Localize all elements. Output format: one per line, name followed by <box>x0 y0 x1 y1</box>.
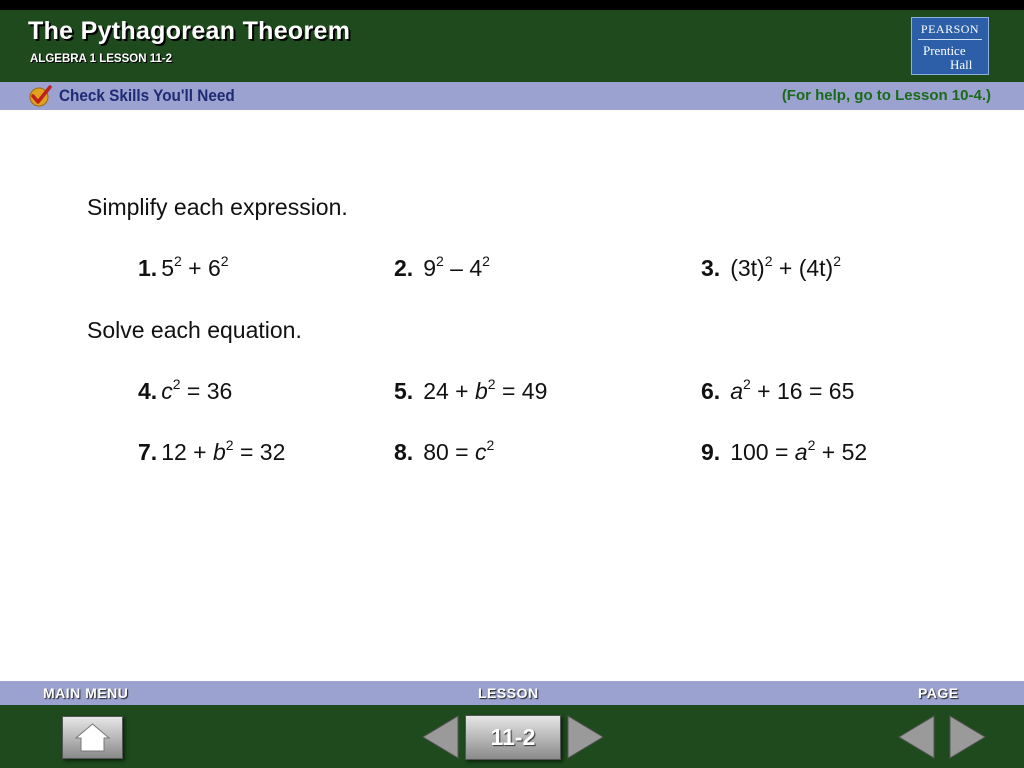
problem-number: 5. <box>394 378 414 404</box>
problem-expression: $9^2 - 4^2$ <box>423 253 490 281</box>
problem-item <box>138 439 285 466</box>
problem-number: 7. <box>138 439 158 465</box>
problem-expression: $80 = c^2$ <box>423 437 495 465</box>
problem-expression: $(3t)^2 + (4t)^2$ <box>730 253 841 281</box>
nav-bar <box>0 705 1024 768</box>
problem-expression: $12 + b^2 = 32$ <box>161 437 286 465</box>
problem-number: 2. <box>394 255 414 281</box>
page-next-button[interactable] <box>948 713 988 761</box>
main-menu-label: MAIN MENU <box>43 685 129 701</box>
page-label: PAGE <box>918 685 959 701</box>
problem-number: 3. <box>701 255 721 281</box>
problem-number: 6. <box>701 378 721 404</box>
check-skills-bar <box>0 82 1024 110</box>
lesson-number: 11-2 <box>490 724 536 750</box>
logo-prentice-text: Prentice <box>923 43 966 58</box>
problem-item <box>394 255 490 282</box>
pearson-logo <box>911 17 989 75</box>
problem-item <box>701 378 854 405</box>
problem-number: 4. <box>138 378 158 404</box>
logo-divider <box>918 39 982 40</box>
problem-item <box>138 255 229 282</box>
page-title: The Pythagorean Theorem <box>28 17 351 45</box>
problem-expression: $5^2 + 6^2$ <box>161 253 229 281</box>
lesson-subtitle: ALGEBRA 1 LESSON 11-2 <box>30 53 173 65</box>
checkmark-icon <box>28 84 52 108</box>
problem-expression: $a^2 + 16 = 65$ <box>730 376 855 404</box>
main-content <box>0 110 1024 680</box>
problem-expression: $100 = a^2 + 52$ <box>730 437 868 465</box>
problem-expression: $c^2 = 36$ <box>161 376 233 404</box>
instruction-solve: Solve each equation. <box>87 317 302 343</box>
problem-item <box>394 378 547 405</box>
logo-hall-text: Hall <box>950 57 973 72</box>
logo-pearson-text: PEARSON <box>920 22 980 36</box>
problem-item <box>701 255 841 282</box>
problem-number: 8. <box>394 439 414 465</box>
problem-expression: $24 + b^2 = 49$ <box>423 376 548 404</box>
header <box>0 10 1024 82</box>
problem-number: 1. <box>138 255 158 281</box>
problem-number: 9. <box>701 439 721 465</box>
lesson-number-button[interactable] <box>465 715 561 760</box>
lesson-next-button[interactable] <box>566 713 606 761</box>
nav-labels-bar <box>0 681 1024 705</box>
lesson-prev-button[interactable] <box>420 713 460 761</box>
top-border <box>0 0 1024 10</box>
home-icon <box>63 717 122 758</box>
help-reference: (For help, go to Lesson 10-4.) <box>781 87 991 104</box>
page-prev-button[interactable] <box>896 713 936 761</box>
main-menu-button[interactable] <box>62 716 123 759</box>
check-skills-label: Check Skills You'll Need <box>59 86 235 105</box>
instruction-simplify: Simplify each expression. <box>87 194 348 220</box>
problem-item <box>394 439 494 466</box>
problem-item <box>138 378 232 405</box>
lesson-label: LESSON <box>478 685 539 701</box>
problem-item <box>701 439 867 466</box>
